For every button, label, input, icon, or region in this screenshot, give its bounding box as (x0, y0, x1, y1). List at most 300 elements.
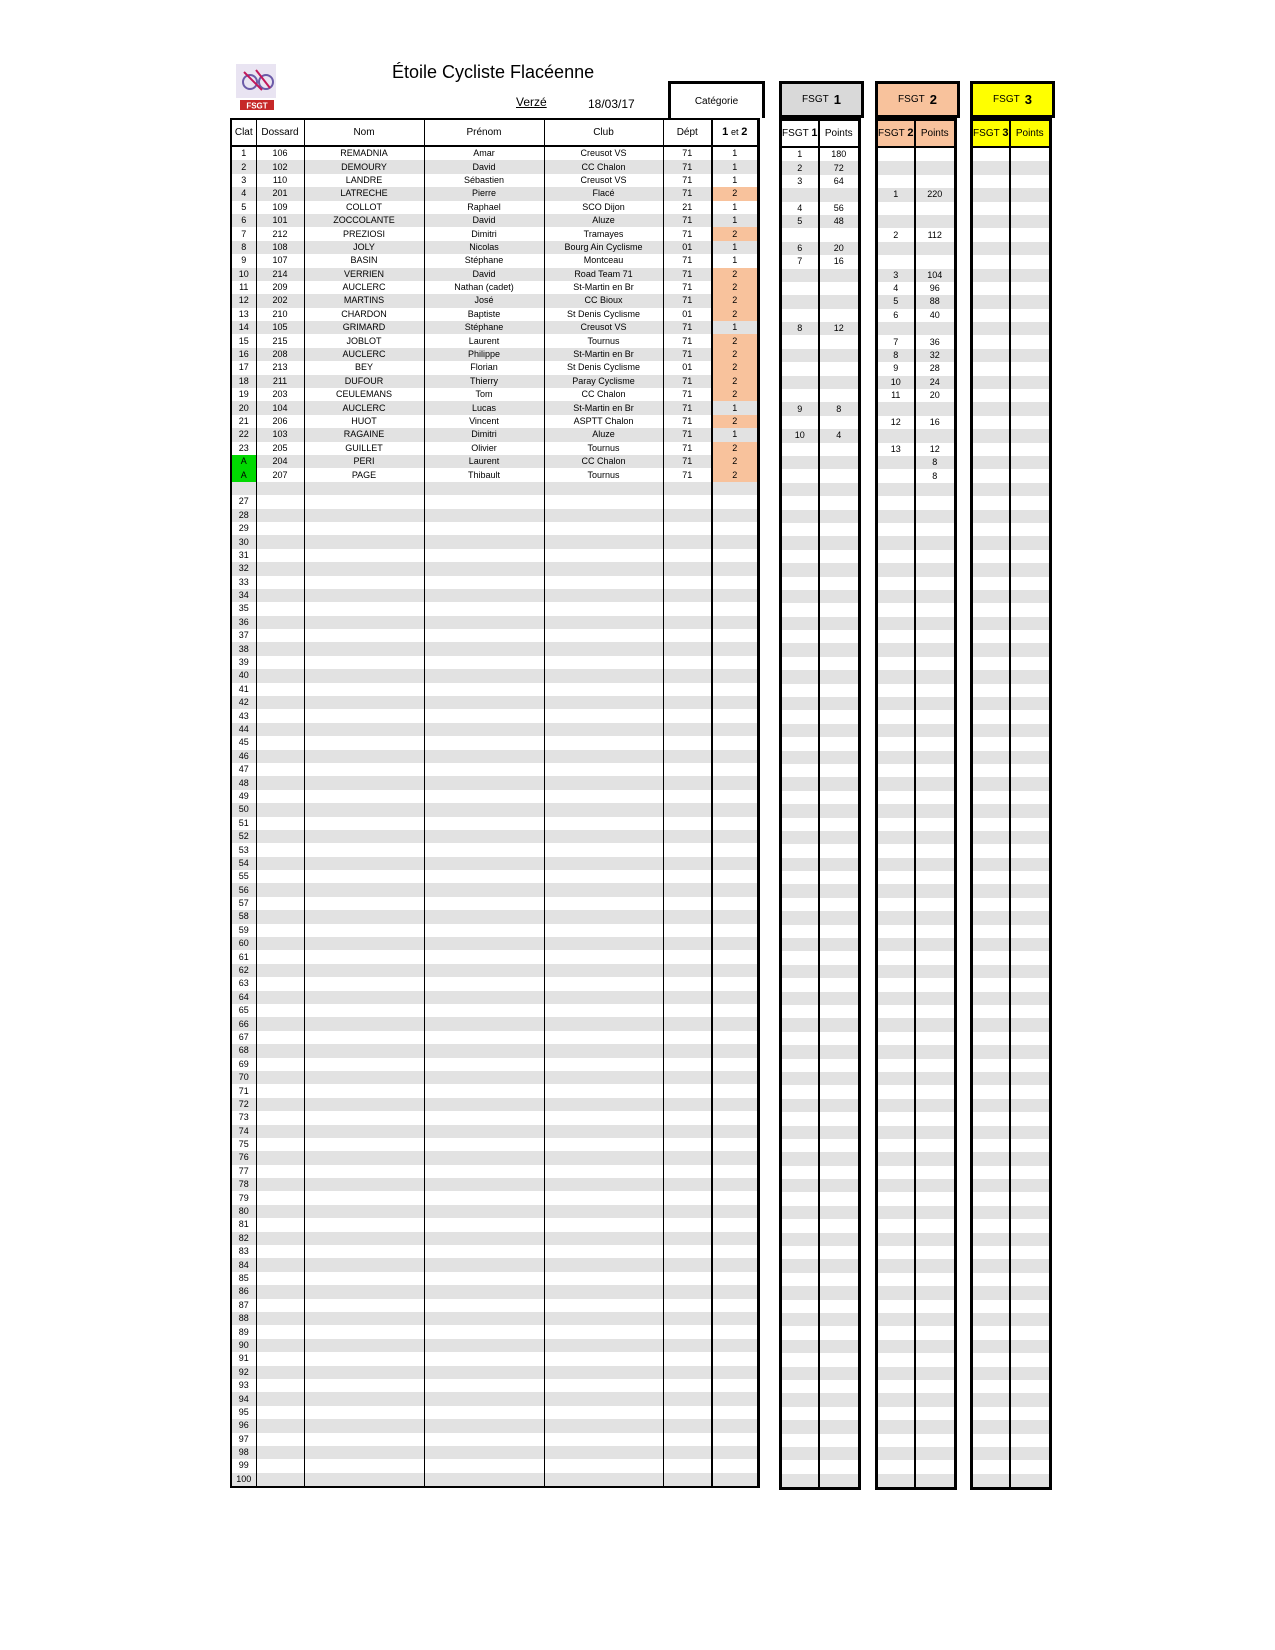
dossard-cell: 105 (256, 321, 304, 334)
fsgt1-points-cell (819, 925, 860, 938)
prenom-cell (424, 1191, 544, 1204)
fsgt2-points-cell: 8 (915, 456, 956, 469)
fsgt1-points-cell (819, 1233, 860, 1246)
fsgt2-points-cell: 220 (915, 188, 956, 201)
col-fsgt2: FSGT 2 (877, 120, 915, 148)
categorie-cell (712, 656, 758, 669)
fsgt3-rank-cell (972, 871, 1010, 884)
fsgt3-rank-cell (972, 617, 1010, 630)
prenom-cell: Sébastien (424, 174, 544, 187)
fsgt2-row (877, 550, 956, 563)
table-row (231, 1232, 758, 1245)
fsgt3-rank-cell (972, 804, 1010, 817)
club-cell (544, 1138, 663, 1151)
fsgt2-rank-cell (877, 1018, 915, 1031)
fsgt3-row (972, 161, 1051, 174)
table-row (231, 629, 758, 642)
clat-cell: 37 (231, 629, 256, 642)
dept-cell (663, 1004, 712, 1017)
dossard-cell (256, 1191, 304, 1204)
fsgt2-points-cell (915, 858, 956, 871)
fsgt2-rank-cell (877, 898, 915, 911)
fsgt1-row (781, 777, 860, 790)
club-cell (544, 857, 663, 870)
fsgt3-rank-cell (972, 1474, 1010, 1489)
fsgt1-rank-cell (781, 510, 819, 523)
categorie-cell (712, 602, 758, 615)
clat-cell: 48 (231, 776, 256, 789)
fsgt1-rank-cell (781, 938, 819, 951)
categorie-cell: 2 (712, 334, 758, 347)
table-row (231, 790, 758, 803)
fsgt2-rank-cell (877, 764, 915, 777)
fsgt1-row (781, 1474, 860, 1489)
prenom-cell (424, 1058, 544, 1071)
fsgt1-rank-cell (781, 818, 819, 831)
dept-cell (663, 1258, 712, 1271)
fsgt1-points-cell (819, 630, 860, 643)
fsgt3-points-cell (1010, 751, 1051, 764)
fsgt3-row (972, 215, 1051, 228)
fsgt1-rank-cell (781, 1192, 819, 1205)
fsgt1-row (781, 496, 860, 509)
dossard-cell (256, 1366, 304, 1379)
dept-cell (663, 1178, 712, 1191)
clat-cell: A (231, 468, 256, 481)
dossard-cell (256, 1058, 304, 1071)
fsgt1-row (781, 590, 860, 603)
dept-cell (663, 1446, 712, 1459)
fsgt3-rank-cell (972, 147, 1010, 161)
prenom-cell (424, 1366, 544, 1379)
fsgt2-points-cell (915, 1219, 956, 1232)
table-row (231, 937, 758, 950)
fsgt1-rank-cell (781, 349, 819, 362)
fsgt3-header-row (972, 120, 1051, 148)
fsgt2-row (877, 804, 956, 817)
fsgt1-points-cell (819, 1273, 860, 1286)
fsgt2-row (877, 925, 956, 938)
dept-cell (663, 883, 712, 896)
table-row (231, 509, 758, 522)
nom-cell (304, 1165, 424, 1178)
nom-cell (304, 977, 424, 990)
fsgt2-points-cell (915, 925, 956, 938)
clat-cell: 83 (231, 1245, 256, 1258)
dept-cell (663, 763, 712, 776)
fsgt1-row (781, 1367, 860, 1380)
fsgt2-row (877, 429, 956, 442)
categorie-cell (712, 589, 758, 602)
fsgt1-rank-cell (781, 1340, 819, 1353)
fsgt3-row (972, 456, 1051, 469)
fsgt3-points-cell (1010, 965, 1051, 978)
fsgt3-rank-cell (972, 536, 1010, 549)
categorie-cell (712, 1446, 758, 1459)
prenom-cell (424, 629, 544, 642)
fsgt1-points-cell (819, 1206, 860, 1219)
table-row (231, 1299, 758, 1312)
clat-cell: 8 (231, 241, 256, 254)
prenom-cell (424, 549, 544, 562)
nom-cell: PERI (304, 455, 424, 468)
categorie-cell: 1 (712, 214, 758, 227)
dept-cell (663, 1299, 712, 1312)
fsgt1-points-cell (819, 1059, 860, 1072)
fsgt3-points-cell (1010, 1286, 1051, 1299)
fsgt2-points-cell: 8 (915, 469, 956, 482)
nom-cell (304, 1058, 424, 1071)
fsgt2-points-cell (915, 1233, 956, 1246)
fsgt1-row (781, 751, 860, 764)
dossard-cell (256, 1433, 304, 1446)
categorie-cell (712, 763, 758, 776)
fsgt1-points-cell (819, 1326, 860, 1339)
fsgt2-rank-cell: 10 (877, 376, 915, 389)
fsgt2-row (877, 1367, 956, 1380)
clat-cell: 58 (231, 910, 256, 923)
fsgt3-points-cell (1010, 1206, 1051, 1219)
fsgt3-rank-cell (972, 349, 1010, 362)
fsgt2-rank-cell (877, 710, 915, 723)
prenom-cell (424, 509, 544, 522)
fsgt3-points-cell (1010, 335, 1051, 348)
dossard-cell (256, 1352, 304, 1365)
fsgt2-row (877, 791, 956, 804)
fsgt2-points-cell (915, 402, 956, 415)
fsgt3-row (972, 938, 1051, 951)
clat-cell: 12 (231, 294, 256, 307)
fsgt3-points-cell (1010, 1380, 1051, 1393)
dept-cell (663, 1151, 712, 1164)
clat-cell: 40 (231, 669, 256, 682)
clat-cell: 46 (231, 750, 256, 763)
fsgt2-row (877, 1219, 956, 1232)
club-cell (544, 1111, 663, 1124)
club-cell (544, 1312, 663, 1325)
categorie-cell (712, 870, 758, 883)
fsgt2-points-cell (915, 1447, 956, 1460)
categorie-cell: 2 (712, 388, 758, 401)
fsgt3-row (972, 483, 1051, 496)
dossard-cell (256, 1406, 304, 1419)
fsgt2-rank-cell (877, 684, 915, 697)
fsgt1-points-cell (819, 871, 860, 884)
fsgt1-rank-cell (781, 456, 819, 469)
prenom-cell (424, 830, 544, 843)
nom-cell (304, 1098, 424, 1111)
dept-cell (663, 977, 712, 990)
fsgt2-rank-cell (877, 697, 915, 710)
table-row (231, 495, 758, 508)
nom-cell (304, 629, 424, 642)
dossard-cell (256, 509, 304, 522)
fsgt2-rank-cell (877, 1367, 915, 1380)
fsgt2-points-cell (915, 1166, 956, 1179)
club-cell (544, 1379, 663, 1392)
categorie-cell (712, 883, 758, 896)
clat-cell: 70 (231, 1071, 256, 1084)
fsgt1-rank-cell (781, 965, 819, 978)
prenom-cell (424, 696, 544, 709)
categorie-cell: 1 (712, 254, 758, 267)
fsgt3-row (972, 1380, 1051, 1393)
clat-cell: 67 (231, 1031, 256, 1044)
clat-cell: 31 (231, 549, 256, 562)
categorie-cell (712, 1473, 758, 1487)
fsgt2-row (877, 1474, 956, 1489)
fsgt2-row (877, 309, 956, 322)
fsgt1-rank-cell (781, 1313, 819, 1326)
fsgt2-points-cell (915, 215, 956, 228)
club-cell (544, 763, 663, 776)
fsgt2-rank-cell (877, 1393, 915, 1406)
fsgt1-header: FSGT 1 (779, 81, 864, 118)
table-row (231, 803, 758, 816)
categorie-cell (712, 1459, 758, 1472)
dept-cell: 71 (663, 455, 712, 468)
fsgt1-row (781, 603, 860, 616)
categorie-cell (712, 1433, 758, 1446)
clat-cell: 52 (231, 830, 256, 843)
fsgt1-row (781, 269, 860, 282)
fsgt1-row (781, 215, 860, 228)
nom-cell: CEULEMANS (304, 388, 424, 401)
fsgt3-points-cell (1010, 1434, 1051, 1447)
fsgt3-row (972, 1018, 1051, 1031)
fsgt2-rank-cell (877, 791, 915, 804)
dept-cell (663, 562, 712, 575)
clat-cell: 81 (231, 1218, 256, 1231)
fsgt3-rank-cell (972, 242, 1010, 255)
fsgt1-points-cell (819, 389, 860, 402)
club-cell (544, 1125, 663, 1138)
prenom-cell: David (424, 268, 544, 281)
fsgt2-points-cell (915, 429, 956, 442)
categorie-cell (712, 964, 758, 977)
dossard-cell: 210 (256, 308, 304, 321)
dept-cell (663, 776, 712, 789)
fsgt2-rank-cell (877, 563, 915, 576)
fsgt1-row (781, 1166, 860, 1179)
club-cell (544, 1419, 663, 1432)
clat-cell: 38 (231, 642, 256, 655)
fsgt1-rank-cell (781, 1233, 819, 1246)
fsgt3-rank-cell (972, 630, 1010, 643)
prenom-cell (424, 937, 544, 950)
fsgt3-rank-cell (972, 202, 1010, 215)
fsgt3-rank-cell (972, 1045, 1010, 1058)
table-row (231, 241, 758, 254)
fsgt3-points-cell (1010, 1420, 1051, 1433)
fsgt3-points-cell (1010, 1300, 1051, 1313)
fsgt3-points-cell (1010, 777, 1051, 790)
dossard-cell (256, 1339, 304, 1352)
dossard-cell (256, 1151, 304, 1164)
nom-cell (304, 522, 424, 535)
fsgt1-row (781, 295, 860, 308)
fsgt3-rank-cell (972, 1313, 1010, 1326)
prenom-cell: Thierry (424, 375, 544, 388)
club-cell (544, 897, 663, 910)
fsgt2-row (877, 898, 956, 911)
fsgt2-rank-cell (877, 1219, 915, 1232)
fsgt1-rank-cell: 9 (781, 402, 819, 415)
fsgt2-points-cell (915, 684, 956, 697)
fsgt2-row (877, 1313, 956, 1326)
prenom-cell: Pierre (424, 187, 544, 200)
fsgt2-points-cell (915, 1353, 956, 1366)
clat-cell: 11 (231, 281, 256, 294)
fsgt2-rank-cell (877, 1273, 915, 1286)
dossard-cell (256, 1245, 304, 1258)
table-row (231, 1031, 758, 1044)
nom-cell: GUILLET (304, 442, 424, 455)
dossard-cell (256, 696, 304, 709)
club-cell (544, 1459, 663, 1472)
fsgt2-rank-cell (877, 1300, 915, 1313)
clat-cell: 64 (231, 991, 256, 1004)
fsgt1-rank-cell (781, 643, 819, 656)
fsgt1-row (781, 175, 860, 188)
club-cell (544, 1245, 663, 1258)
dept-cell (663, 1232, 712, 1245)
prenom-cell (424, 642, 544, 655)
prenom-cell (424, 977, 544, 990)
fsgt1-points-cell (819, 456, 860, 469)
nom-cell (304, 1459, 424, 1472)
dept-cell (663, 790, 712, 803)
fsgt2-rank-cell: 11 (877, 389, 915, 402)
dossard-cell (256, 950, 304, 963)
fsgt1-row (781, 1407, 860, 1420)
fsgt3-points-cell (1010, 1447, 1051, 1460)
fsgt2-rank-cell (877, 429, 915, 442)
prenom-cell: Tom (424, 388, 544, 401)
club-cell: Aluze (544, 214, 663, 227)
fsgt1-points-cell (819, 617, 860, 630)
fsgt2-row (877, 1434, 956, 1447)
fsgt2-row (877, 1340, 956, 1353)
club-cell (544, 977, 663, 990)
fsgt2-rank-cell (877, 1045, 915, 1058)
prenom-cell: Raphael (424, 201, 544, 214)
fsgt3-rank-cell (972, 938, 1010, 951)
fsgt2-points-cell (915, 550, 956, 563)
prenom-cell (424, 1433, 544, 1446)
fsgt1-row (781, 697, 860, 710)
fsgt1-rank-cell (781, 188, 819, 201)
fsgt3-row (972, 228, 1051, 241)
fsgt1-points-cell (819, 536, 860, 549)
fsgt2-points-cell (915, 1460, 956, 1473)
fsgt3-points-cell (1010, 1099, 1051, 1112)
fsgt3-rank-cell (972, 925, 1010, 938)
fsgt2-rank-cell (877, 322, 915, 335)
nom-cell (304, 495, 424, 508)
fsgt2-row (877, 777, 956, 790)
nom-cell (304, 1258, 424, 1271)
categorie-cell (712, 1084, 758, 1097)
fsgt2-row (877, 1420, 956, 1433)
fsgt3-points-cell (1010, 577, 1051, 590)
fsgt3-row (972, 898, 1051, 911)
fsgt1-points-cell (819, 1072, 860, 1085)
col-prenom: Prénom (424, 119, 544, 146)
clat-cell: 28 (231, 509, 256, 522)
clat-cell: 84 (231, 1258, 256, 1271)
fsgt2-row (877, 295, 956, 308)
fsgt3-row (972, 871, 1051, 884)
categorie-cell (712, 910, 758, 923)
table-row (231, 950, 758, 963)
col-fsgt1: FSGT 1 (781, 120, 819, 148)
nom-cell: JOLY (304, 241, 424, 254)
fsgt2-points-cell (915, 1326, 956, 1339)
fsgt2-rank-cell (877, 483, 915, 496)
categorie-cell (712, 1178, 758, 1191)
clat-cell: 20 (231, 401, 256, 414)
club-cell (544, 870, 663, 883)
fsgt1-points-cell (819, 309, 860, 322)
fsgt2-rank-cell: 8 (877, 349, 915, 362)
prenom-cell (424, 1218, 544, 1231)
fsgt3-rank-cell (972, 1367, 1010, 1380)
fsgt3-rank-cell (972, 777, 1010, 790)
categorie-cell (712, 709, 758, 722)
fsgt2-row (877, 858, 956, 871)
clat-cell: 59 (231, 924, 256, 937)
nom-cell (304, 1446, 424, 1459)
fsgt1-row (781, 684, 860, 697)
fsgt2-rank-cell (877, 925, 915, 938)
categorie-cell (712, 576, 758, 589)
dossard-cell: 215 (256, 334, 304, 347)
fsgt1-rank-cell (781, 1179, 819, 1192)
club-cell (544, 991, 663, 1004)
categorie-cell (712, 937, 758, 950)
club-cell (544, 937, 663, 950)
fsgt3-points-cell (1010, 630, 1051, 643)
fsgt2-rank-cell (877, 1112, 915, 1125)
clat-cell: 77 (231, 1165, 256, 1178)
fsgt1-rank-cell (781, 1139, 819, 1152)
prenom-cell (424, 1312, 544, 1325)
fsgt1-points-cell (819, 1179, 860, 1192)
clat-cell: 85 (231, 1272, 256, 1285)
club-cell: SCO Dijon (544, 201, 663, 214)
fsgt3-row (972, 402, 1051, 415)
fsgt2-rank-cell: 7 (877, 335, 915, 348)
fsgt1-rank-cell (781, 362, 819, 375)
fsgt3-points-cell (1010, 1005, 1051, 1018)
club-cell: CC Chalon (544, 388, 663, 401)
fsgt3-points-cell (1010, 951, 1051, 964)
nom-cell (304, 1218, 424, 1231)
fsgt2-points-cell (915, 1313, 956, 1326)
dept-cell (663, 1312, 712, 1325)
club-cell (544, 1084, 663, 1097)
fsgt3-row (972, 1474, 1051, 1489)
fsgt1-row (781, 147, 860, 161)
fsgt1-rank-cell (781, 764, 819, 777)
fsgt2-rank-cell (877, 1313, 915, 1326)
nom-cell (304, 750, 424, 763)
fsgt3-rank-cell (972, 951, 1010, 964)
categorie-cell: 2 (712, 348, 758, 361)
fsgt1-row (781, 1353, 860, 1366)
table-row (231, 709, 758, 722)
